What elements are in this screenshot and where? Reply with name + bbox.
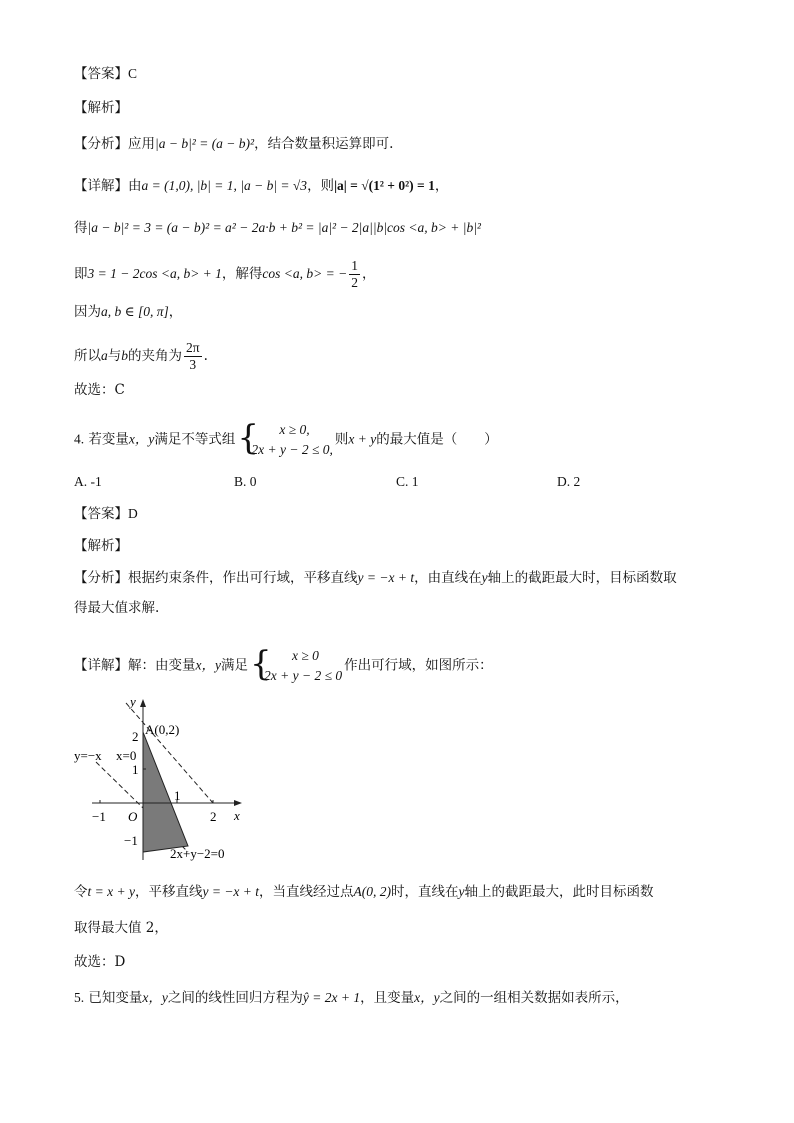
q4-detail-line: [74, 646, 493, 686]
line3-mid: ，解得: [221, 266, 263, 282]
fenxi-pre: 应用: [128, 136, 155, 152]
q4-analysis-tag: 【解析】: [74, 538, 128, 554]
feasible-region-graph: [70, 690, 260, 865]
after-mid3: 时，直线在: [391, 884, 459, 900]
tick-label-x-neg1: −1: [92, 809, 106, 824]
q4-fenxi-tag: 【分析】: [74, 570, 128, 586]
line3-formula: 3 = 1 − 2cos <a, b> + 1: [87, 266, 222, 281]
tick-label-y-neg1: −1: [124, 833, 138, 848]
detail-tag: 【详解】: [74, 178, 128, 194]
line3-formula2: cos <a, b> = −: [262, 266, 348, 281]
q4-detail-system: [250, 646, 342, 686]
q4-stem: [74, 420, 498, 460]
q3-choose: 故选：C: [74, 382, 125, 398]
q4-stem-pre: 若变量: [88, 431, 129, 448]
x-axis-arrow-icon: [234, 800, 242, 806]
line5-end: .: [203, 348, 208, 364]
q4-detail-pre: 解：由变量: [128, 657, 196, 674]
detail-norm: |a| = √(1² + 0²) = 1: [334, 178, 435, 193]
line3-den: 2: [351, 275, 358, 290]
line4-formula: a, b ∈ [0, π]: [101, 304, 169, 319]
label-origin: O: [128, 809, 138, 824]
q4-stem-vars: x，y: [128, 431, 155, 447]
q4-after-line1: [74, 882, 654, 902]
q4-fenxi-expr: y = −x + t: [357, 570, 415, 585]
answer-tag: 【答案】: [74, 66, 128, 82]
label-y-axis: y: [130, 694, 136, 709]
q3-detail-line3: [74, 258, 375, 291]
q4-number: 4.: [74, 431, 85, 447]
line3-fraction: [349, 258, 360, 291]
line5-with: 与: [107, 348, 122, 364]
q4-fenxi-line1: [74, 568, 677, 588]
q4-answer-value: D: [128, 506, 138, 521]
q3-detail-line5: [74, 340, 208, 373]
line2-pre: 得: [74, 220, 88, 236]
q3-detail-line1: [74, 176, 448, 196]
after-mid2: ，当直线经过点: [259, 884, 354, 900]
answer-value: C: [128, 66, 138, 81]
tick-label-y-2: 2: [132, 729, 139, 744]
after-end: 轴上的截距最大，此时目标函数: [464, 884, 654, 900]
line3-pre: 即: [74, 266, 88, 282]
q5-mid2: ，且变量: [360, 990, 415, 1006]
dashed-line-t2: [126, 703, 213, 803]
q4-option-c: C. 1: [396, 474, 419, 489]
q3-analysis-tag: 【解析】: [74, 100, 128, 116]
q3-answer-line: [74, 64, 137, 84]
label-x0: x=0: [116, 748, 137, 763]
q4-inequality-system: [237, 420, 333, 460]
after-line: y = −x + t: [202, 884, 260, 899]
after-pre: 令: [74, 884, 88, 900]
q4-detail-row1: x ≥ 0: [291, 648, 319, 663]
q4-option-b: B. 0: [234, 474, 257, 489]
q4-answer-line: [74, 504, 138, 524]
line2-formula: |a − b|² = 3 = (a − b)² = a² − 2a·b + b² = |a|² − 2|a||b|cos <a, b> + |b|²: [87, 220, 481, 235]
detail-end: ，: [434, 178, 449, 194]
detail-pre: 由: [128, 178, 142, 194]
line5-a: a: [101, 348, 108, 363]
q3-detail-line2: [74, 218, 481, 238]
fenxi-formula: |a − b|² = (a − b)²: [155, 136, 255, 151]
q4-stem-end: 的最大值是（ ）: [376, 431, 498, 448]
q4-detail-vars: x，y: [195, 657, 221, 673]
q4-choose: 故选：D: [74, 954, 126, 970]
q4-stem-then: 则: [334, 431, 349, 448]
q5-vars: x，y: [142, 990, 168, 1005]
label-x-axis: x: [234, 808, 240, 823]
q4-sys-row2: 2x + y − 2 ≤ 0,: [251, 442, 333, 457]
q4-answer-tag: 【答案】: [74, 506, 128, 522]
q4-fenxi-line2: 得最大值求解.: [74, 600, 160, 616]
q4-fenxi-y: y: [481, 570, 488, 585]
feasible-region: [143, 732, 188, 852]
q4-detail-row2: 2x + y − 2 ≤ 0: [263, 668, 343, 683]
line4-pre: 因为: [74, 304, 101, 320]
fenxi-post: ，结合数量积运算即可.: [254, 136, 394, 152]
q4-detail-end: 作出可行域，如图所示：: [344, 657, 493, 674]
after-y: y: [458, 884, 465, 899]
line5-fraction: [184, 340, 202, 373]
line5-mid: 的夹角为: [128, 348, 182, 364]
line4-end: ，: [168, 304, 183, 320]
q4-option-d: D. 2: [557, 474, 581, 489]
brace-icon: {: [249, 644, 272, 684]
q4-after-line2: 取得最大值 2，: [74, 920, 168, 936]
q5-stem: [74, 988, 629, 1008]
q4-detail-mid: 满足: [220, 657, 248, 674]
line3-num: 1: [351, 258, 358, 273]
label-constraint: 2x+y−2=0: [170, 846, 225, 861]
q4-fenxi-mid: ，由直线在: [414, 570, 482, 586]
after-t: t = x + y: [87, 884, 135, 899]
tick-label-x-1: 1: [174, 788, 181, 803]
q4-sys-row1: x ≥ 0,: [279, 422, 310, 437]
brace-icon: {: [237, 418, 260, 458]
q3-detail-line4: [74, 302, 182, 322]
line3-end: ，: [361, 266, 376, 282]
q4-fenxi-end: 轴上的截距最大时，目标函数取: [487, 570, 677, 586]
q3-fenxi-line: [74, 134, 393, 154]
line5-pre: 所以: [74, 348, 101, 364]
q5-end: 之间的一组相关数据如表所示，: [439, 990, 629, 1006]
line5-b: b: [121, 348, 128, 363]
q4-fenxi-pre: 根据约束条件，作出可行域，平移直线: [128, 570, 358, 586]
line5-den: 3: [189, 357, 197, 372]
tick-label-y-1: 1: [132, 762, 139, 777]
after-point: A(0, 2): [353, 884, 392, 899]
q5-vars2: x，y: [414, 990, 440, 1005]
q5-mid: 之间的线性回归方程为: [167, 990, 303, 1006]
q4-detail-tag: 【详解】: [74, 657, 128, 674]
detail-given: a = (1,0), |b| = 1, |a − b| = √3: [141, 178, 308, 193]
y-axis-arrow-icon: [140, 699, 146, 707]
detail-mid: ，则: [307, 178, 335, 194]
q4-option-a: A. -1: [74, 474, 102, 489]
label-y-neg-x: y=−x: [74, 748, 102, 763]
label-point-a: A(0,2): [145, 722, 180, 737]
tick-label-x-2: 2: [210, 809, 217, 824]
after-mid: ，平移直线: [134, 884, 203, 900]
line5-num: 2π: [186, 340, 200, 355]
q5-number: 5.: [74, 990, 85, 1005]
q4-stem-mid: 满足不等式组: [154, 431, 236, 448]
fenxi-tag: 【分析】: [74, 136, 128, 152]
q4-stem-expr: x + y: [348, 431, 377, 447]
q5-pre: 已知变量: [88, 990, 143, 1006]
q5-eq: ŷ = 2x + 1: [302, 990, 361, 1005]
